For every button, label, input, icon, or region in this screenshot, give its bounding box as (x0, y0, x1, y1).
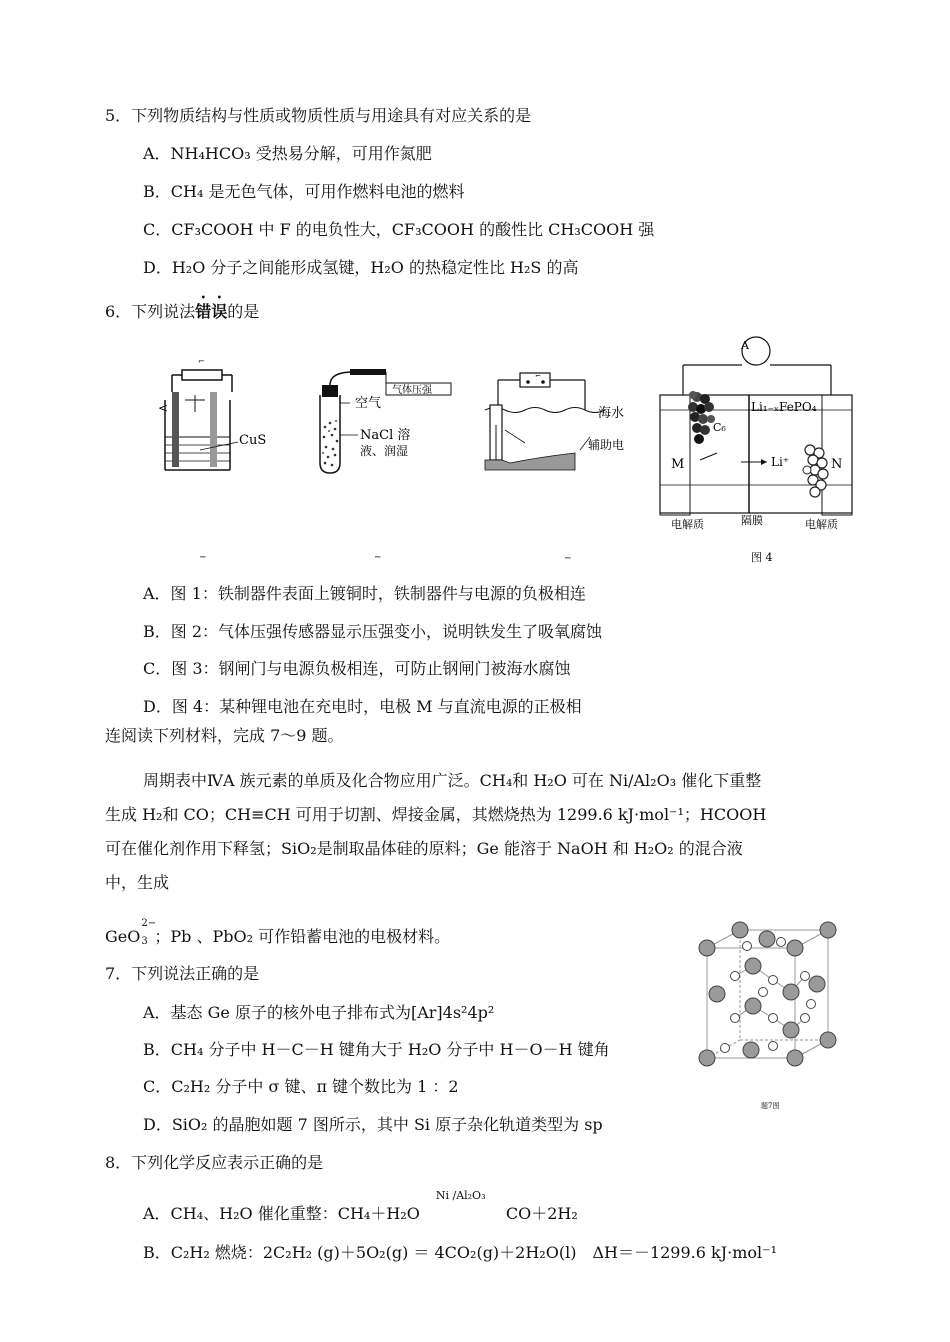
q7-stem: 7．下列说法正确的是 (105, 964, 260, 983)
q7-option-b: B．CH₄ 分子中 H－C－H 键角大于 H₂O 分子中 H－O－H 键角 (143, 1040, 610, 1059)
q8-condition: Ni /Al₂O₃ (435, 1188, 486, 1202)
q6-stem-emphasis: 错误 (195, 302, 228, 321)
q6-option-c: C．图 3：钢闸门与电源负极相连，可防止钢闸门被海水腐蚀 (143, 659, 571, 678)
fig3-label-aux: 辅助电 (588, 438, 625, 452)
fig1-label-cus: CuS (239, 433, 267, 448)
q7-option-a: A．基态 Ge 原子的核外电子排布式为[Ar]4s²4p² (143, 1003, 495, 1022)
q6-option-a: A．图 1：铁制器件表面上镀铜时，铁制器件与电源的负极相连 (143, 584, 586, 603)
fig4-label-electrolyte-right: 电解质 (805, 518, 838, 531)
q8-option-a-products: CO＋2H₂ (505, 1204, 578, 1223)
svg-text:─: ─ (200, 553, 206, 563)
reading-line-1: 周期表中ⅣA 族元素的单质及化合物应用广泛。CH₄和 H₂O 可在 Ni/Al₂O₃ 催化下重整 (143, 771, 762, 790)
q7-option-c: C．C₂H₂ 分子中 σ 键、π 键个数比为 1 ：2 (143, 1077, 459, 1096)
q6-stem-rest: 的是 (227, 302, 260, 321)
fig4-label-electrolyte-left: 电解质 (671, 518, 704, 531)
fig4-label-li: Li⁺ (771, 455, 790, 469)
figure-1-plating-cell (150, 350, 280, 565)
fig1-left-electrode (172, 392, 179, 467)
q6-option-b: B．图 2：气体压强传感器显示压强变小，说明铁发生了吸氧腐蚀 (143, 622, 603, 641)
svg-text:─: ─ (375, 553, 381, 563)
fig2-tube (320, 395, 340, 473)
fig7-caption: 题7图 (761, 1102, 780, 1110)
q8-option-a (143, 1188, 578, 1224)
fig2-stopper (322, 385, 338, 397)
fig4-label-c6: C₆ (713, 421, 726, 434)
fig4-caption: 图 4 (751, 551, 773, 564)
reading-line-2: 生成 H₂和 CO；CH≡CH 可用于切割、焊接金属，其燃烧热为 1299.6 kJ·mol⁻¹；HCOOH (105, 805, 767, 824)
q5-stem: 5．下列物质结构与性质或物质性质与用途具有对应关系的是 (105, 106, 532, 125)
reading-intro: 连阅读下列材料，完成 7～9 题。 (105, 726, 344, 745)
svg-text:⌐: ⌐ (535, 372, 541, 380)
fig2-label-air: 空气 (355, 396, 382, 411)
q8-stem: 8．下列化学反应表示正确的是 (105, 1153, 324, 1172)
fig2-label-nacl-2: 液、润湿 (360, 444, 409, 458)
q7-option-d: D．SiO₂ 的晶胞如题 7 图所示，其中 Si 原子杂化轨道类型为 sp (143, 1115, 603, 1134)
fig4-label-m: M (671, 457, 685, 472)
reading-line-3: 可在催化剂作用下释氢；SiO₂是制取晶体硅的原料；Ge 能溶于 NaOH 和 H₂O₂ 的混合液 (105, 839, 743, 858)
q6-stem (105, 292, 259, 322)
q6-stem-num: 6．下列说法 (105, 302, 196, 321)
germanate-charge: 2− (141, 917, 157, 929)
svg-text:<: < (158, 401, 169, 415)
q5-option-c: C．CF₃COOH 中 F 的电负性大，CF₃COOH 的酸性比 CH₃COOH 强 (143, 220, 655, 239)
germanate-subscript: 3 (141, 935, 148, 947)
reading-line-5-rest: ；Pb 、PbO₂ 可作铅蓄电池的电极材料。 (154, 927, 451, 946)
reading-line-5 (105, 917, 451, 947)
fig4-electrode-n (822, 395, 852, 515)
reading-line-4: 中，生成 (105, 873, 170, 892)
q6-option-d: D．图 4：某种锂电池在充电时，电极 M 与直流电源的正极相 (143, 697, 582, 716)
fig3-water-surface (485, 408, 605, 413)
fig4-label-membrane: 隔膜 (741, 514, 763, 527)
figure-2-test-tube (310, 355, 460, 565)
fig2-iron-powder (322, 420, 338, 466)
fig1-resistor (182, 370, 222, 380)
fig3-label-sea: 海水 (598, 406, 625, 421)
figure-7-sio2-unit-cell (695, 918, 845, 1118)
q8-option-a-reactants: A．CH₄、H₂O 催化重整：CH₄＋H₂O (143, 1204, 420, 1223)
fig4-label-lifepo4: Li₁₋ₓFePO₄ (751, 400, 817, 414)
q5-option-d: D．H₂O 分子之间能形成氢键，H₂O 的热稳定性比 H₂S 的高 (143, 258, 579, 277)
svg-text:─: ─ (565, 554, 571, 564)
fig2-label-nacl: NaCl 溶 (360, 428, 411, 443)
fig4-c6-cluster (688, 391, 715, 444)
figure-4-lithium-battery (655, 335, 860, 570)
q5-option-a: A．NH₄HCO₃ 受热易分解，可用作氮肥 (143, 144, 432, 163)
unit-cell-o-atoms (721, 938, 816, 1053)
germanate-formula: GeO (105, 927, 141, 946)
fig4-label-n: N (831, 457, 843, 472)
fig1-right-electrode (210, 392, 217, 467)
fig4-label-a: A (741, 339, 749, 352)
fig4-lifepo4-cluster (803, 445, 828, 497)
fig4-electrode-m (660, 395, 690, 515)
fig1-source-mark: ⌐ (198, 357, 205, 366)
q8-option-b: B．C₂H₂ 燃烧：2C₂H₂ (g)＋5O₂(g) ＝ 4CO₂(g)＋2H₂O(l) ΔH＝－1299.6 kJ·mol⁻¹ (143, 1243, 777, 1262)
fig2-label-sensor: 气体压强 (392, 385, 432, 396)
q5-option-b: B．CH₄ 是无色气体，可用作燃料电池的燃料 (143, 182, 465, 201)
figure-3-sluice-gate (480, 365, 640, 565)
